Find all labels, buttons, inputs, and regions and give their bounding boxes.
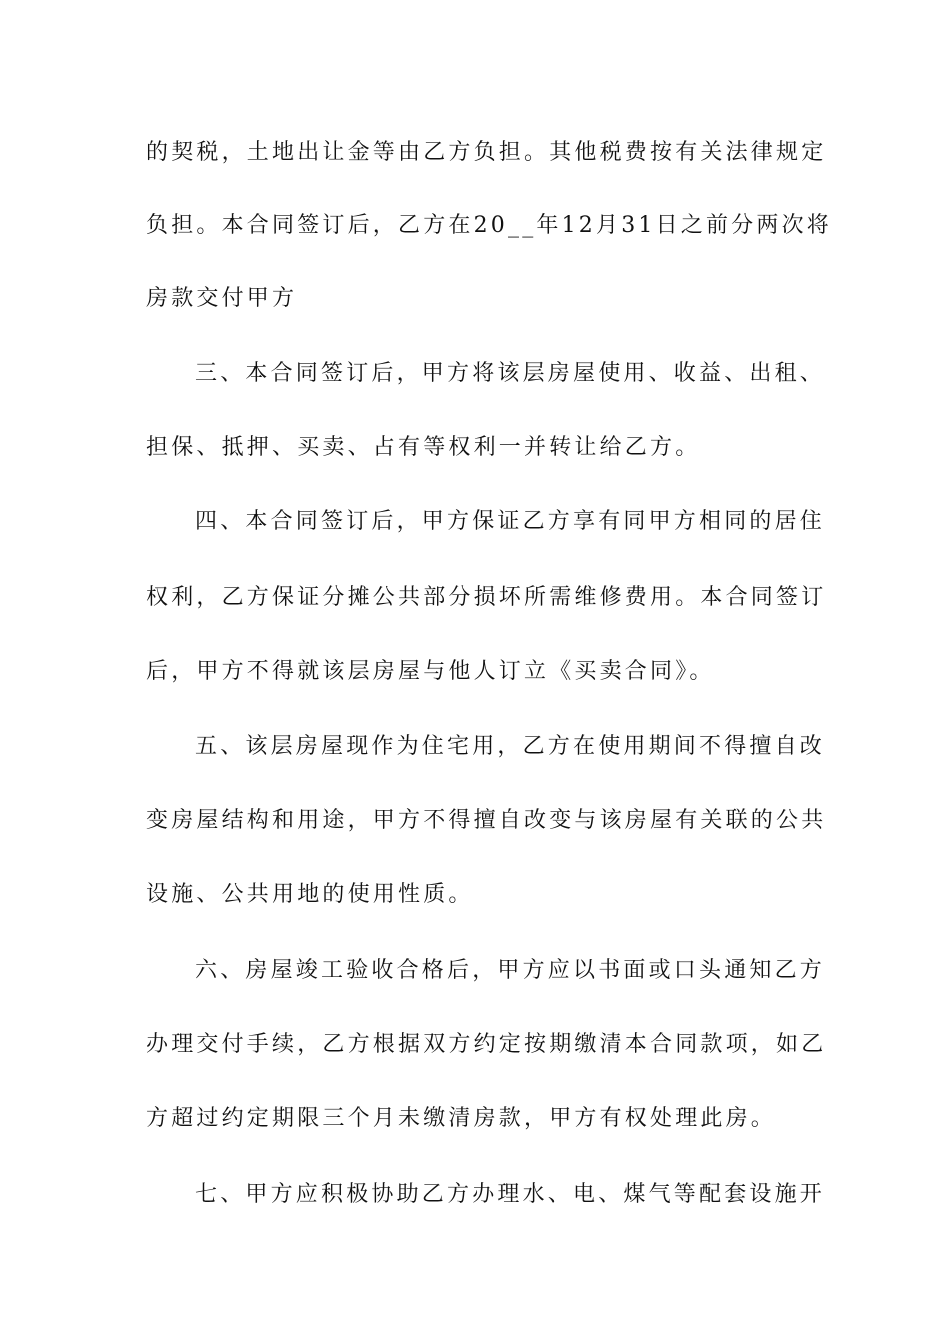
text-line: 办理交付手续，乙方根据双方约定按期缴清本合同款项，如乙 bbox=[146, 1032, 827, 1057]
text-line: 变房屋结构和用途，甲方不得擅自改变与该房屋有关联的公共 bbox=[146, 808, 827, 833]
paragraph-start-line: 七、甲方应积极协助乙方办理水、电、煤气等配套设施开 bbox=[195, 1182, 826, 1207]
text-line: 的契税，土地出让金等由乙方负担。其他税费按有关法律规定 bbox=[146, 140, 827, 165]
text-line: 方超过约定期限三个月未缴清房款，甲方有权处理此房。 bbox=[146, 1106, 777, 1131]
paragraph-start-line: 三、本合同签订后，甲方将该层房屋使用、收益、出租、 bbox=[195, 361, 826, 386]
paragraph-start-line: 六、房屋竣工验收合格后，甲方应以书面或口头通知乙方 bbox=[195, 958, 826, 983]
text-line: 担保、抵押、买卖、占有等权利一并转让给乙方。 bbox=[146, 435, 701, 460]
text-line: 设施、公共用地的使用性质。 bbox=[146, 882, 474, 907]
paragraph-start-line: 四、本合同签订后，甲方保证乙方享有同甲方相同的居住 bbox=[195, 509, 826, 534]
text-line: 权利，乙方保证分摊公共部分损坏所需维修费用。本合同签订 bbox=[146, 585, 827, 610]
paragraph-start-line: 五、该层房屋现作为住宅用，乙方在使用期间不得擅自改 bbox=[195, 734, 826, 759]
text-line: 房款交付甲方 bbox=[146, 286, 298, 311]
text-line: 后，甲方不得就该层房屋与他人订立《买卖合同》。 bbox=[146, 659, 715, 684]
text-line: 负担。本合同签订后，乙方在20__年12月31日之前分两次将 bbox=[146, 213, 832, 238]
